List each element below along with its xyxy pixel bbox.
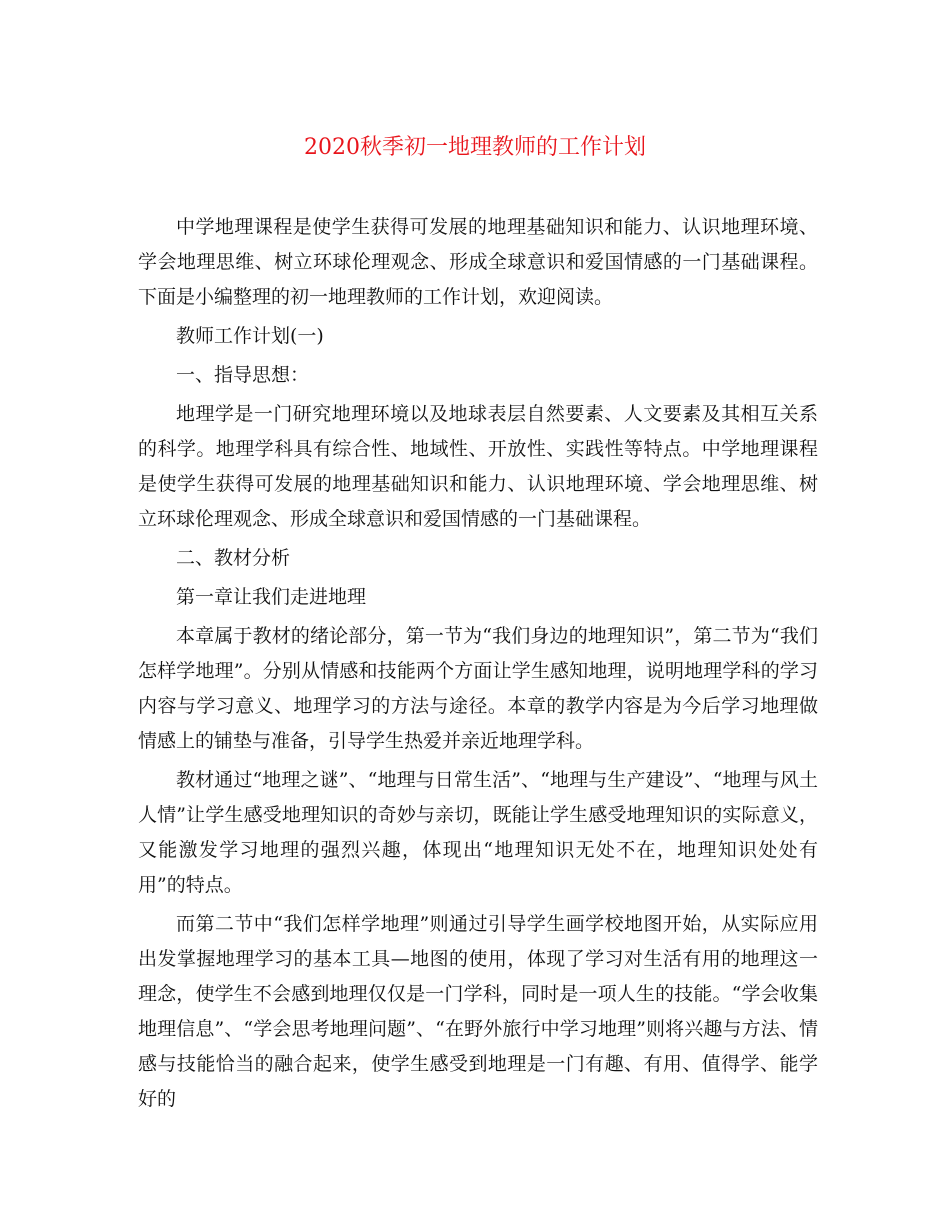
paragraph-section-two: 而第二节中“我们怎样学地理”则通过引导学生画学校地图开始，从实际应用出发掌握地理学习的基本工具—地图的使用，体现了学习对生活有用的地理这一理念，使学生不会感到地理仅仅是一门学科，同时是一项人生的技能。“学会收集地理信息”、“学会思考地理问题”、“在野外旅行中学习地理”则将兴趣与方法、情感与技能恰当的融合起来，使学生感受到地理是一门有趣、有用、值得学、能学好的	[138, 913, 818, 1110]
document-title: 2020秋季初一地理教师的工作计划	[304, 135, 646, 160]
heading-chapter-one: 第一章让我们走进地理	[176, 586, 367, 608]
paragraph-geography-definition: 地理学是一门研究地理环境以及地球表层自然要素、人文要素及其相互关系的科学。地理学科具有综合性、地域性、开放性、实践性等特点。中学地理课程是使学生获得可发展的地理基础知识和能力、认识地理环境、学会地理思维、树立环球伦理观念、形成全球意识和爱国情感的一门基础课程。	[138, 403, 818, 530]
heading-plan-one: 教师工作计划(一)	[176, 325, 324, 347]
heading-textbook-analysis: 二、教材分析	[176, 547, 291, 569]
heading-guiding-ideology: 一、指导思想：	[176, 364, 310, 386]
paragraph-intro: 中学地理课程是使学生获得可发展的地理基础知识和能力、认识地理环境、学会地理思维、树立环球伦理观念、形成全球意识和爱国情感的一门基础课程。下面是小编整理的初一地理教师的工作计划，欢迎阅读。	[138, 216, 818, 308]
paragraph-chapter-overview: 本章属于教材的绪论部分，第一节为“我们身边的地理知识”，第二节为“我们怎样学地理”。分别从情感和技能两个方面让学生感知地理，说明地理学科的学习内容与学习意义、地理学习的方法与途径。本章的教学内容是为今后学习地理做情感上的铺垫与准备，引导学生热爱并亲近地理学科。	[138, 625, 818, 752]
paragraph-textbook-approach: 教材通过“地理之谜”、“地理与日常生活”、“地理与生产建设”、“地理与风土人情”让学生感受地理知识的奇妙与亲切，既能让学生感受地理知识的实际意义，又能激发学习地理的强烈兴趣，体现出“地理知识无处不在，地理知识处处有用”的特点。	[138, 769, 818, 896]
document-body	[138, 210, 818, 1121]
